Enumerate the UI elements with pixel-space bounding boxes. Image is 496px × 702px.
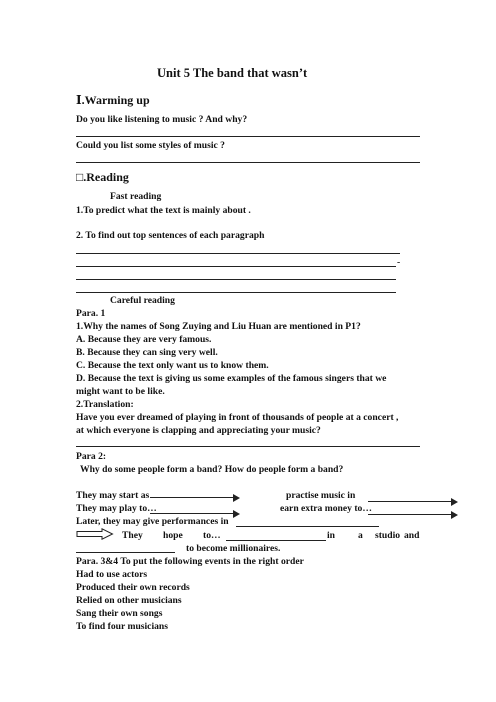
and-text: and [404, 530, 420, 541]
option-c: C. Because the text only want us to know them. [76, 360, 269, 371]
right-arrow-icon [368, 498, 458, 506]
practise-text: practise music in [286, 490, 356, 501]
fast-reading-label: Fast reading [110, 191, 162, 202]
event-item: Had to use actors [76, 569, 148, 580]
para1-label: Para. 1 [76, 308, 106, 319]
to-text: to… [203, 530, 221, 541]
fill-blank [236, 526, 379, 527]
event-item: Produced their own records [76, 582, 190, 593]
section-warming-up-heading: Ⅰ.Warming up [76, 93, 150, 107]
become-millionaires-text: to become millionaires. [186, 543, 281, 554]
event-item: To find four musicians [76, 621, 168, 632]
a-text: a [358, 530, 363, 541]
option-d-line1: D. Because the text is giving us some examples of the famous singers that we [76, 373, 387, 384]
answer-line [76, 446, 420, 447]
answer-line [76, 279, 396, 280]
answer-line [76, 162, 420, 163]
para34-instruction: Para. 3&4 To put the following events in the right order [76, 556, 304, 567]
para2-label: Para 2: [76, 451, 107, 462]
para1-question: 1.Why the names of Song Zuying and Liu Huan are mentioned in P1? [76, 321, 361, 332]
play-to-text: They may play to… [76, 503, 157, 514]
translation-sentence-line1: Have you ever dreamed of playing in front of thousands of people at a concert , [76, 412, 399, 423]
translation-sentence-line2: at which everyone is clapping and appreciating your music? [76, 425, 321, 436]
fill-blank [76, 552, 175, 553]
event-item: Relied on other musicians [76, 595, 182, 606]
fill-blank [226, 540, 326, 541]
answer-line [76, 253, 400, 254]
careful-reading-label: Careful reading [110, 295, 175, 306]
option-a: A. Because they are very famous. [76, 334, 212, 345]
start-as-text: They may start as [76, 490, 150, 501]
stray-mark: - [397, 257, 401, 268]
they-text: They [122, 530, 143, 541]
option-b: B. Because they can sing very well. [76, 347, 218, 358]
fast-reading-task-1: 1.To predict what the text is mainly about . [76, 205, 251, 216]
section-reading-heading: □.Reading [76, 170, 129, 184]
fast-reading-task-2: 2. To find out top sentences of each paragraph [76, 230, 265, 241]
earn-text: earn extra money to… [280, 503, 372, 514]
answer-line [76, 292, 396, 293]
warming-question-1: Do you like listening to music ? And why? [76, 114, 248, 125]
right-arrow-icon [368, 511, 458, 519]
page-title: Unit 5 The band that wasn’t [157, 66, 308, 80]
right-arrow-icon [150, 494, 240, 502]
answer-line [76, 136, 420, 137]
in-text: in [327, 530, 336, 541]
translation-label: 2.Translation: [76, 399, 134, 410]
studio-text: studio [375, 530, 401, 541]
para2-questions: Why do some people form a band? How do people form a band? [80, 464, 344, 475]
option-d-line2: might want to be like. [76, 386, 165, 397]
warming-question-2: Could you list some styles of music ? [76, 140, 225, 151]
answer-line [76, 266, 396, 267]
hope-text: hope [163, 530, 183, 541]
outline-arrow-icon [76, 528, 114, 540]
event-item: Sang their own songs [76, 608, 163, 619]
later-text: Later, they may give performances in [76, 516, 229, 527]
